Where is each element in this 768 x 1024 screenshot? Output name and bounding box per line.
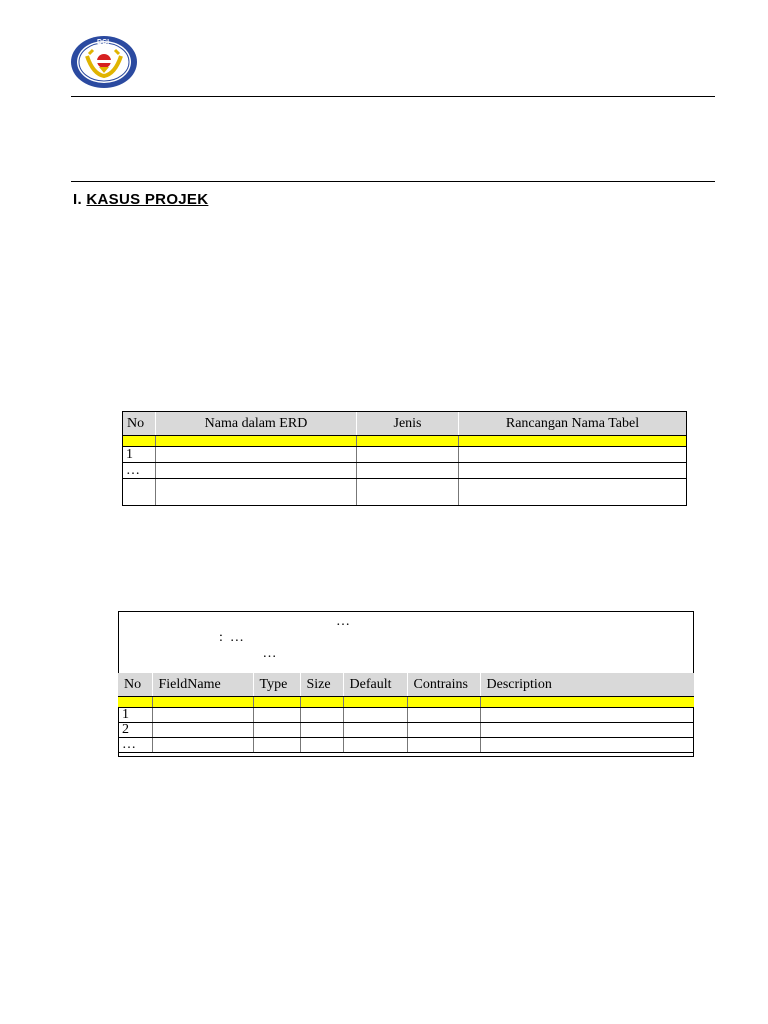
- table-cell: [459, 447, 687, 463]
- table-cell: [300, 738, 343, 753]
- table-cell: …: [118, 738, 152, 753]
- meta-line: [231, 646, 277, 662]
- table-cell: [357, 463, 459, 479]
- institution-logo: [69, 34, 139, 90]
- meta-line: [219, 630, 244, 646]
- column-header: No: [118, 673, 152, 697]
- table-cell: [156, 447, 357, 463]
- column-header: No: [123, 412, 156, 436]
- table-cell: [343, 708, 407, 723]
- field-table: [118, 673, 694, 753]
- table-row: [118, 708, 694, 723]
- table-cell: [253, 708, 300, 723]
- meta-prefix: :: [219, 630, 223, 645]
- table-cell: [156, 479, 357, 506]
- section-heading: [73, 191, 208, 208]
- table-row: [118, 723, 694, 738]
- table-row: [123, 447, 687, 463]
- table-cell: [480, 738, 694, 753]
- column-header: Nama dalam ERD: [156, 412, 357, 436]
- table-cell: 1: [118, 708, 152, 723]
- logo-text: DCI: [97, 39, 110, 46]
- highlight-row: [123, 436, 687, 447]
- column-header: Size: [300, 673, 343, 697]
- meta-line: [336, 614, 350, 630]
- table-cell: [459, 463, 687, 479]
- column-header: Jenis: [357, 412, 459, 436]
- table-cell: [357, 447, 459, 463]
- table-cell: [343, 723, 407, 738]
- table-cell: [152, 738, 253, 753]
- table-cell: [253, 723, 300, 738]
- table-row: [123, 463, 687, 479]
- table-cell: [459, 479, 687, 506]
- table-cell: [152, 708, 253, 723]
- highlight-row: [118, 697, 694, 708]
- meta-value: …: [336, 614, 350, 629]
- table-cell: [343, 738, 407, 753]
- column-header: Default: [343, 673, 407, 697]
- table-header-row: [123, 412, 687, 436]
- table-cell: [300, 708, 343, 723]
- column-header: Rancangan Nama Tabel: [459, 412, 687, 436]
- table-cell: [480, 723, 694, 738]
- table-cell: [480, 708, 694, 723]
- table-row: [123, 479, 687, 506]
- table-cell: …: [123, 463, 156, 479]
- table-cell: 2: [118, 723, 152, 738]
- section-divider: [71, 181, 715, 182]
- meta-value: …: [262, 646, 277, 661]
- table-cell: [300, 723, 343, 738]
- table-cell: [407, 738, 480, 753]
- table-cell: [357, 479, 459, 506]
- column-header: Contrains: [407, 673, 480, 697]
- column-header: FieldName: [152, 673, 253, 697]
- section-title: KASUS PROJEK: [86, 191, 209, 208]
- table-cell: [156, 463, 357, 479]
- header-divider: [71, 96, 715, 97]
- table-cell: [253, 738, 300, 753]
- table-cell: 1: [123, 447, 156, 463]
- section-number: I.: [73, 191, 82, 208]
- table-row: [118, 738, 694, 753]
- column-header: Type: [253, 673, 300, 697]
- table-cell: [152, 723, 253, 738]
- table-header-row: [118, 673, 694, 697]
- column-header: Description: [480, 673, 694, 697]
- meta-value: …: [229, 630, 244, 645]
- entity-table: [122, 411, 687, 506]
- table-cell: [407, 723, 480, 738]
- table-cell: [407, 708, 480, 723]
- table-cell: [123, 479, 156, 506]
